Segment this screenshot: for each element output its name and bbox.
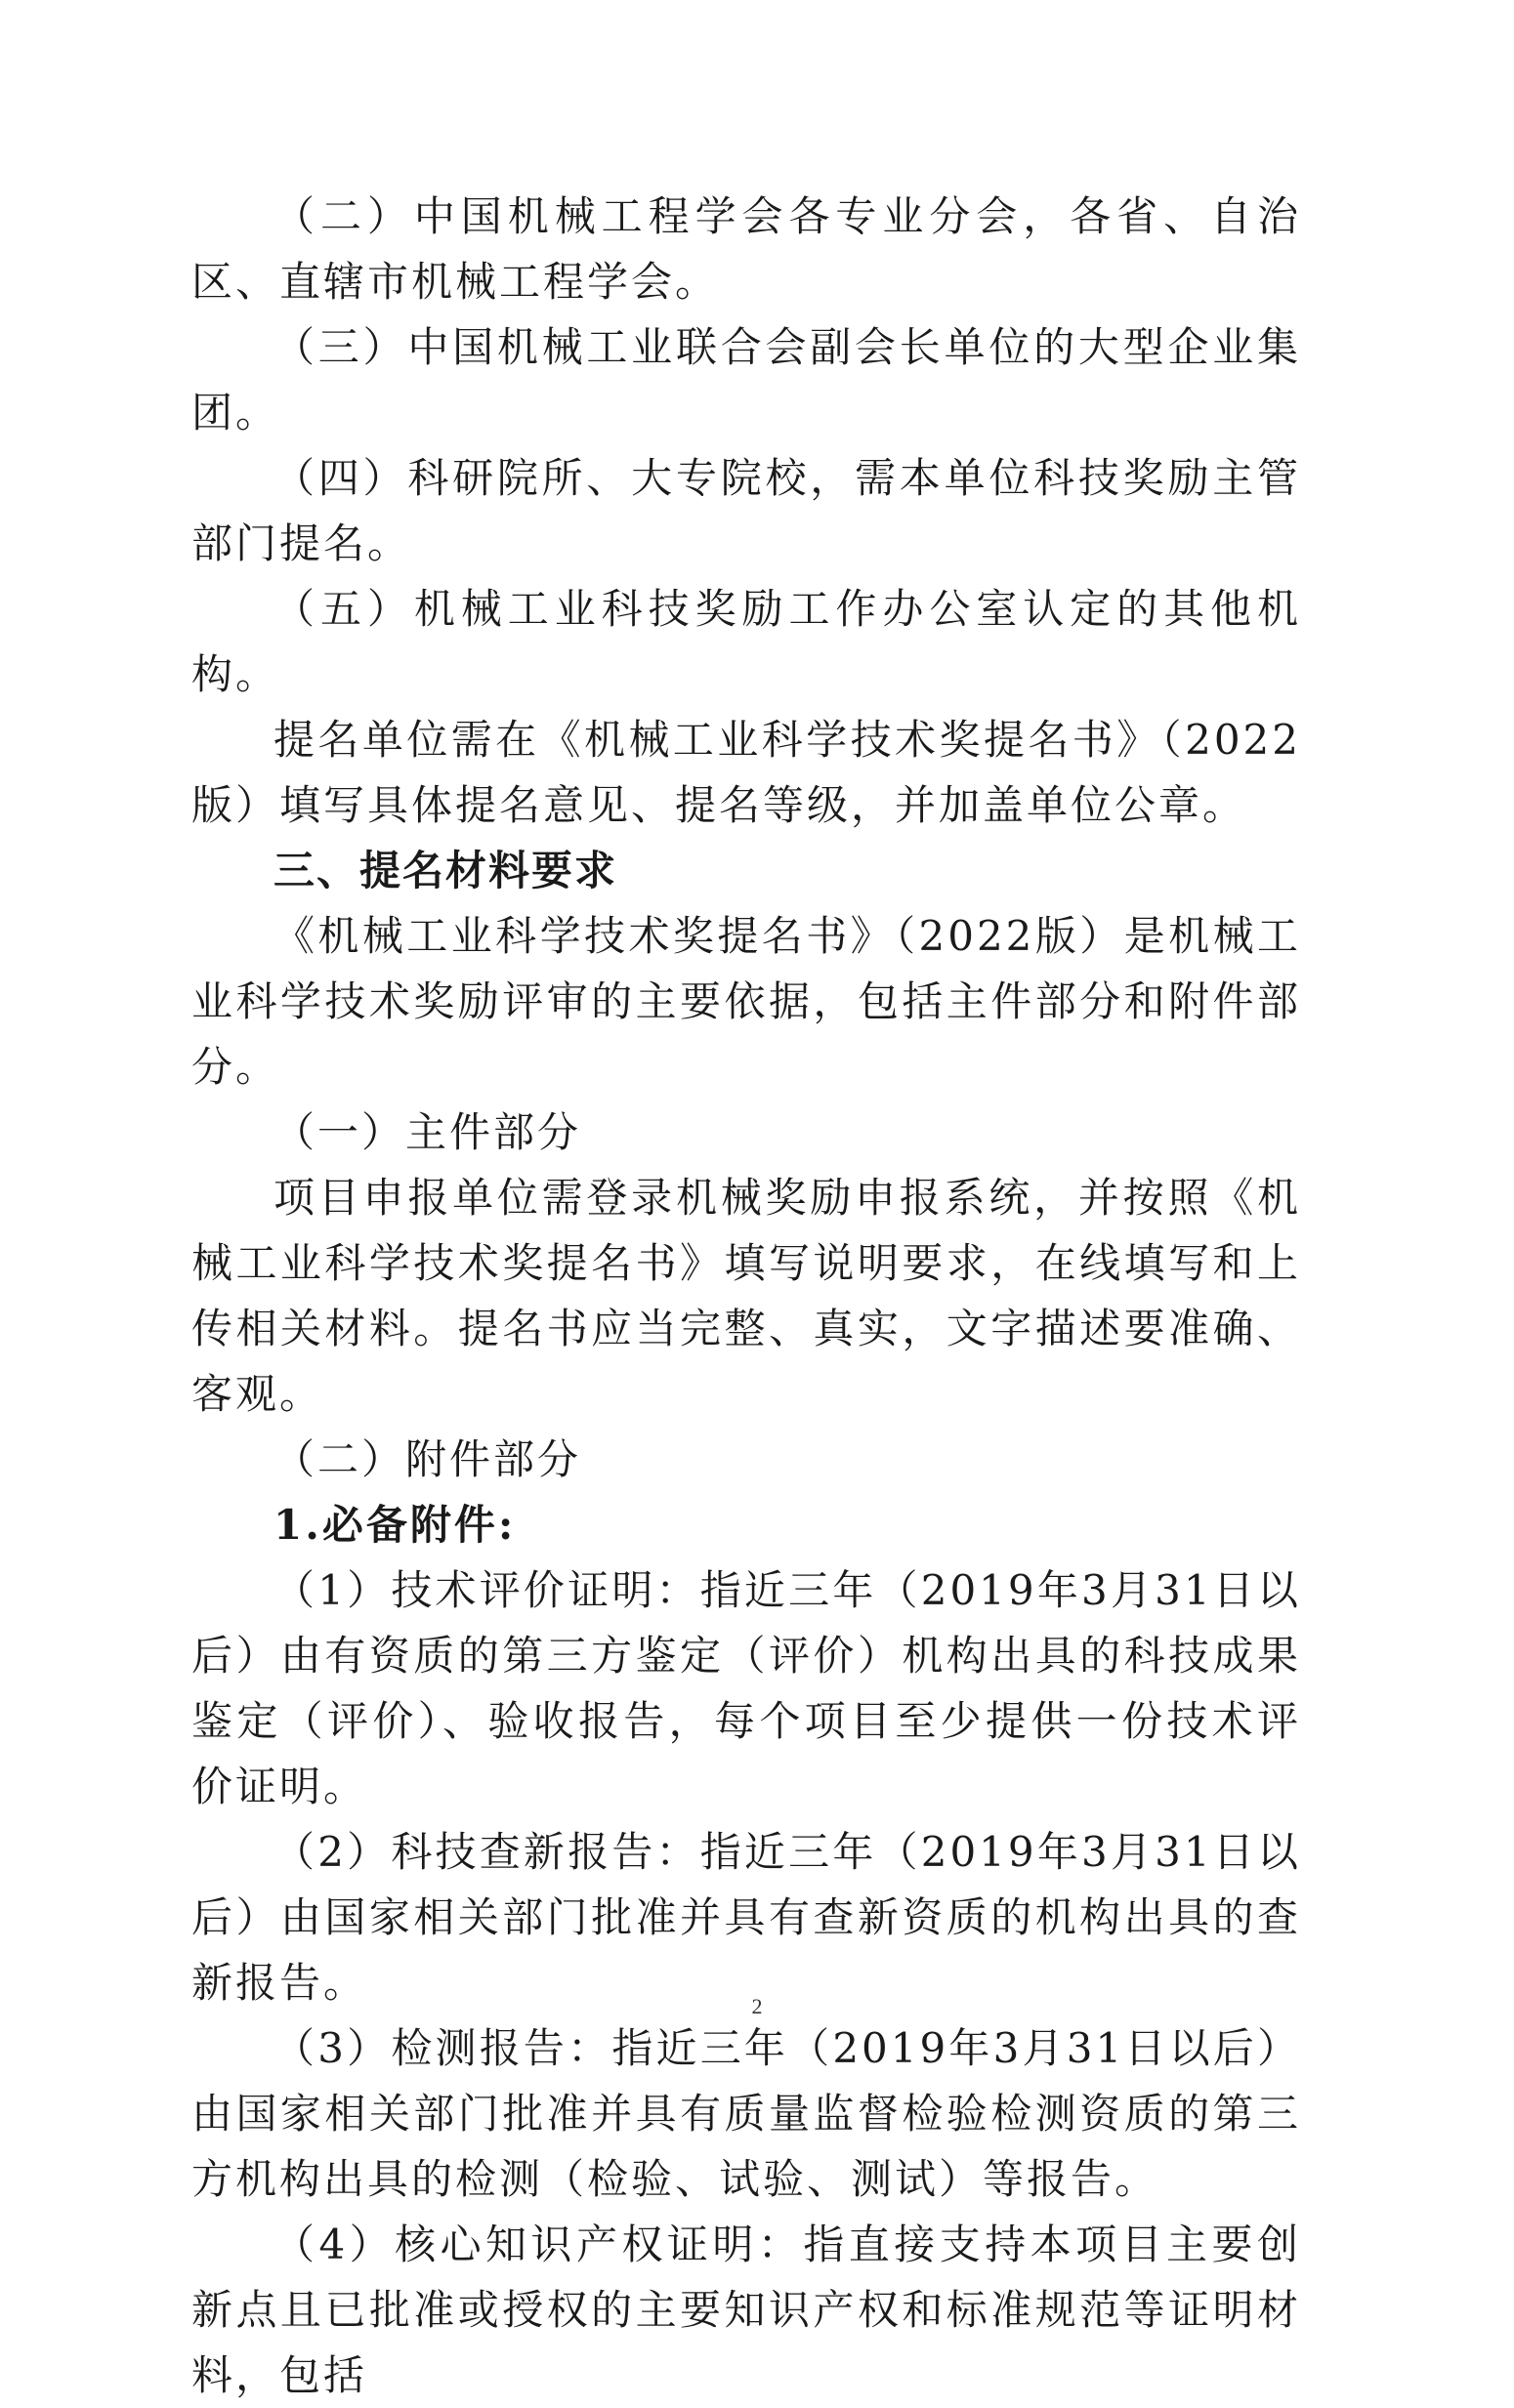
paragraph-attachment-1: （1）技术评价证明：指近三年（2019年3月31日以后）由有资质的第三方鉴定（评价）机构出具的科技成果鉴定（评价）、验收报告，每个项目至少提供一份技术评价证明。 bbox=[191, 1566, 1301, 1810]
page-number: 2 bbox=[751, 1994, 763, 2018]
paragraph-nominator-3: （三）中国机械工业联合会副会长单位的大型企业集团。 bbox=[191, 323, 1301, 436]
paragraph-materials-intro: 《机械工业科学技术奖提名书》（2022版）是机械工业科学技术奖励评审的主要依据，包括主件部分和附件部分。 bbox=[191, 912, 1301, 1091]
subheading-required-attachments: 1.必备附件: bbox=[273, 1501, 517, 1549]
paragraph-attachment-3: （3）检测报告：指近三年（2019年3月31日以后）由国家相关部门批准并具有质量监督检验检测资质的第三方机构出具的检测（检验、试验、测试）等报告。 bbox=[191, 2024, 1301, 2203]
paragraph-main-part: 项目申报单位需登录机械奖励申报系统，并按照《机械工业科学技术奖提名书》填写说明要求，在线填写和上传相关材料。提名书应当完整、真实，文字描述要准确、客观。 bbox=[191, 1174, 1301, 1418]
document-body bbox=[191, 184, 1301, 2408]
paragraph-nominator-5: （五）机械工业科技奖励工作办公室认定的其他机构。 bbox=[191, 585, 1301, 698]
section-heading-materials: 三、提名材料要求 bbox=[273, 847, 618, 894]
paragraph-attachment-4: （4）核心知识产权证明：指直接支持本项目主要创新点且已批准或授权的主要知识产权和标准规范等证明材料，包括 bbox=[191, 2221, 1301, 2399]
subheading-main-part: （一）主件部分 bbox=[273, 1108, 582, 1156]
paragraph-nominator-2: （二）中国机械工程学会各专业分会，各省、自治区、直辖市机械工程学会。 bbox=[191, 192, 1301, 306]
paragraph-attachment-2: （2）科技查新报告：指近三年（2019年3月31日以后）由国家相关部门批准并具有查新资质的机构出具的查新报告。 bbox=[191, 1828, 1301, 2007]
subheading-attachments: （二）附件部分 bbox=[273, 1435, 582, 1483]
paragraph-nominator-4: （四）科研院所、大专院校，需本单位科技奖励主管部门提名。 bbox=[191, 454, 1301, 567]
paragraph-nomination-requirement: 提名单位需在《机械工业科学技术奖提名书》（2022版）填写具体提名意见、提名等级，并加盖单位公章。 bbox=[191, 716, 1301, 829]
